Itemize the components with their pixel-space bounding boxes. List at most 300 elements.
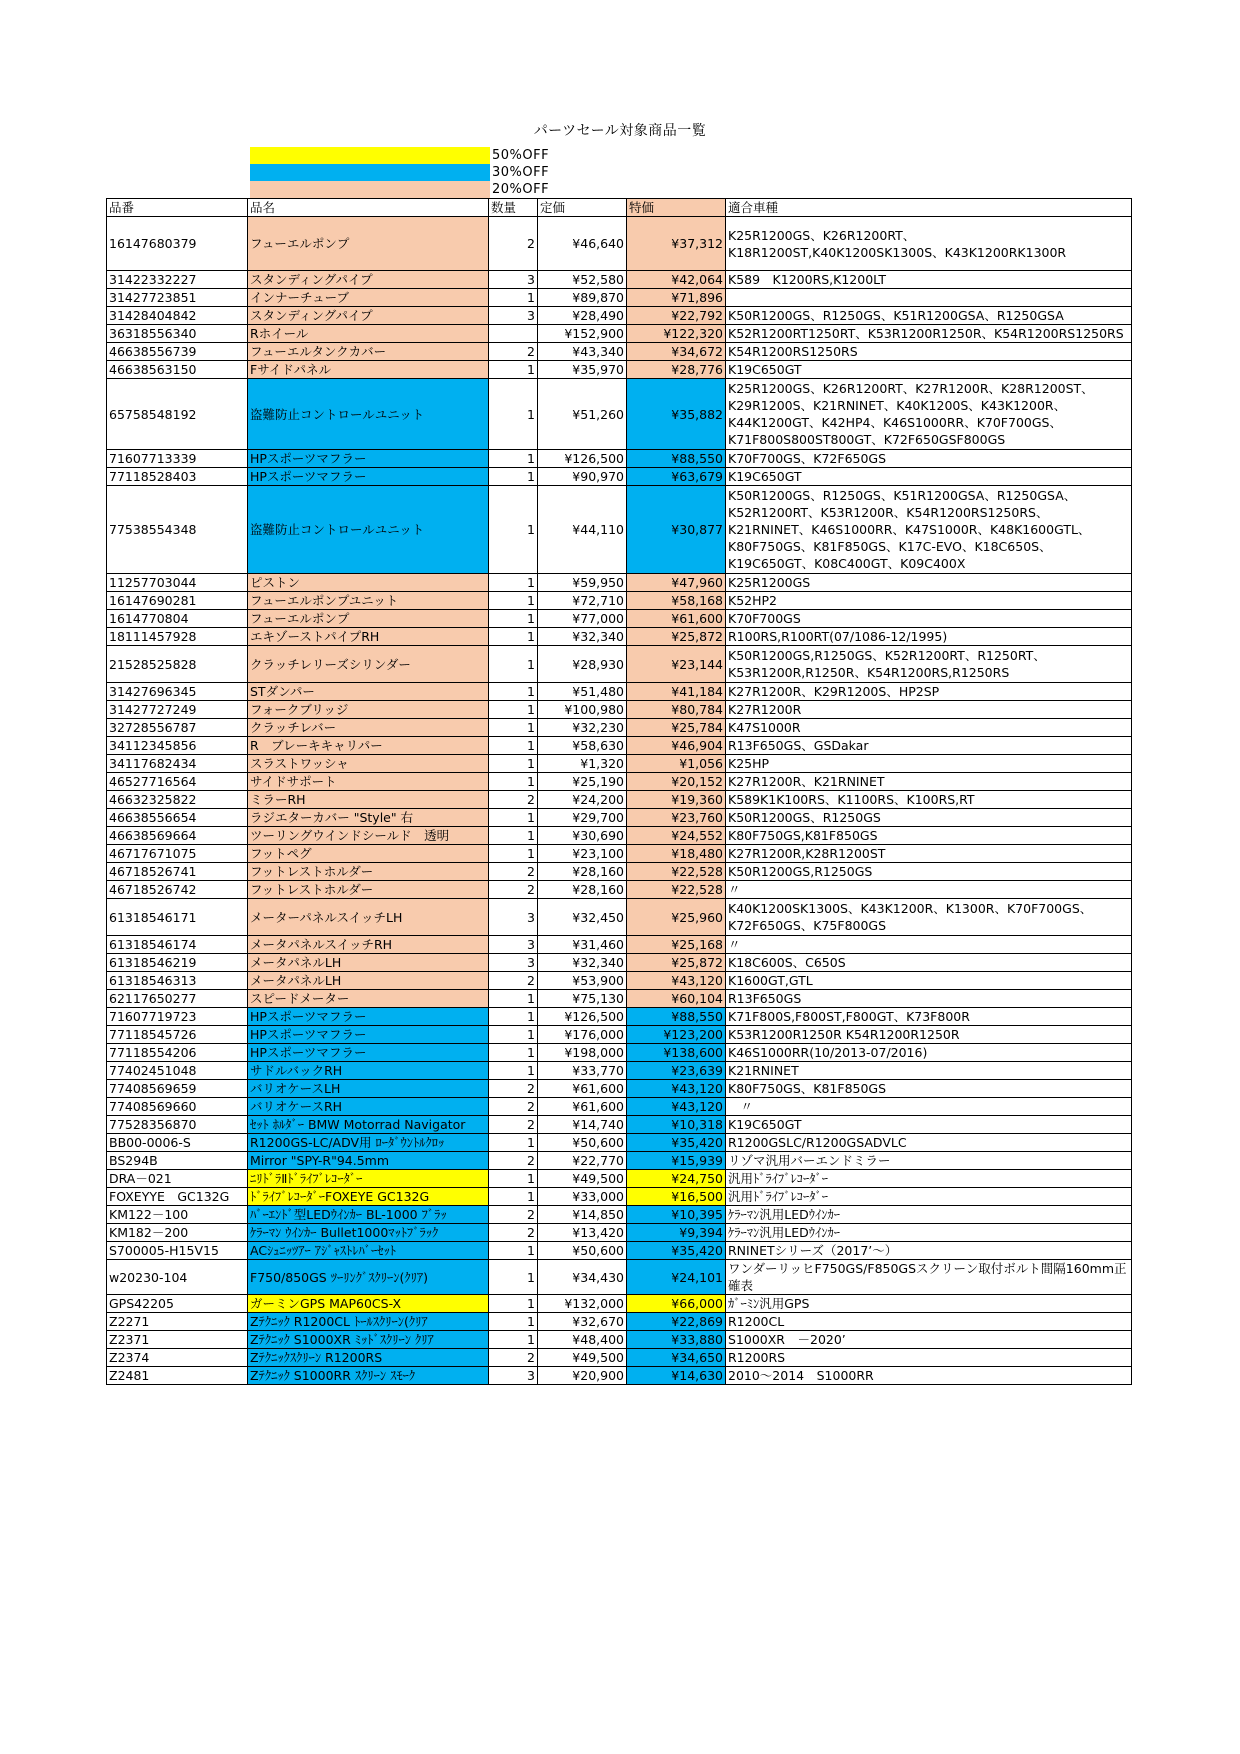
cell-sale: ¥30,877	[627, 486, 726, 574]
cell-sale: ¥35,420	[627, 1242, 726, 1260]
cell-fit: K25R1200GS、K26R1200RT、 K18R1200ST,K40K1200SK1300S、K43K1200RK1300R	[726, 217, 1132, 271]
cell-part-no: 36318556340	[107, 325, 248, 343]
cell-sale: ¥66,000	[627, 1295, 726, 1313]
cell-sale: ¥19,360	[627, 791, 726, 809]
cell-qty: 1	[489, 1188, 538, 1206]
cell-fit: K25R1200GS	[726, 574, 1132, 592]
cell-fit: K19C650GT	[726, 361, 1132, 379]
cell-part-no: 62117650277	[107, 990, 248, 1008]
cell-part-no: 61318546313	[107, 972, 248, 990]
cell-fit: R13F650GS、GSDakar	[726, 737, 1132, 755]
cell-name: クラッチレバー	[248, 719, 489, 737]
cell-qty: 1	[489, 1008, 538, 1026]
cell-fit: K71F800S,F800ST,F800GT、K73F800R	[726, 1008, 1132, 1026]
cell-qty: 2	[489, 972, 538, 990]
cell-part-no: BB00-0006-S	[107, 1134, 248, 1152]
cell-sale: ¥34,650	[627, 1349, 726, 1367]
table-row	[107, 990, 1132, 1008]
cell-fit: K52HP2	[726, 592, 1132, 610]
cell-price: ¥34,430	[538, 1260, 627, 1295]
cell-part-no: BS294B	[107, 1152, 248, 1170]
cell-price: ¥100,980	[538, 701, 627, 719]
cell-sale: ¥23,144	[627, 646, 726, 683]
cell-name: スタンディングパイプ	[248, 307, 489, 325]
cell-qty: 2	[489, 1098, 538, 1116]
cell-name: HPスポーツマフラー	[248, 468, 489, 486]
table-row	[107, 954, 1132, 972]
cell-sale: ¥41,184	[627, 683, 726, 701]
legend-swatch	[250, 164, 490, 181]
cell-part-no: 16147680379	[107, 217, 248, 271]
cell-part-no: 61318546171	[107, 899, 248, 936]
cell-fit	[726, 289, 1132, 307]
cell-price: ¥50,600	[538, 1242, 627, 1260]
cell-price: ¥14,850	[538, 1206, 627, 1224]
cell-sale: ¥43,120	[627, 1098, 726, 1116]
cell-name: 盗難防止コントロールユニット	[248, 486, 489, 574]
cell-name: HPスポーツマフラー	[248, 450, 489, 468]
table-row	[107, 1295, 1132, 1313]
parts-table	[106, 198, 1132, 1385]
cell-part-no: 11257703044	[107, 574, 248, 592]
cell-sale: ¥22,869	[627, 1313, 726, 1331]
cell-qty: 3	[489, 899, 538, 936]
cell-sale: ¥24,552	[627, 827, 726, 845]
table-row	[107, 809, 1132, 827]
table-row	[107, 1134, 1132, 1152]
cell-part-no: 77118528403	[107, 468, 248, 486]
cell-qty: 1	[489, 486, 538, 574]
cell-price: ¥28,490	[538, 307, 627, 325]
cell-name: Zﾃｸﾆｯｸ R1200CL ﾄｰﾙｽｸﾘｰﾝ(ｸﾘｱ	[248, 1313, 489, 1331]
cell-fit: K21RNINET	[726, 1062, 1132, 1080]
cell-price: ¥24,200	[538, 791, 627, 809]
cell-sale: ¥18,480	[627, 845, 726, 863]
cell-part-no: FOXEYYE GC132G	[107, 1188, 248, 1206]
legend-row	[250, 181, 549, 198]
cell-part-no: 77408569659	[107, 1080, 248, 1098]
table-row	[107, 1116, 1132, 1134]
cell-sale: ¥43,120	[627, 1080, 726, 1098]
cell-qty: 1	[489, 719, 538, 737]
cell-price: ¥51,480	[538, 683, 627, 701]
cell-price: ¥22,770	[538, 1152, 627, 1170]
cell-price: ¥53,900	[538, 972, 627, 990]
cell-qty: 2	[489, 343, 538, 361]
table-row	[107, 701, 1132, 719]
cell-name: Rホイール	[248, 325, 489, 343]
table-row	[107, 899, 1132, 936]
cell-name: ミラーRH	[248, 791, 489, 809]
cell-qty: 1	[489, 737, 538, 755]
table-row	[107, 773, 1132, 791]
cell-price: ¥49,500	[538, 1349, 627, 1367]
cell-fit: リゾマ汎用バーエンドミラー	[726, 1152, 1132, 1170]
cell-part-no: 61318546219	[107, 954, 248, 972]
cell-price: ¥43,340	[538, 343, 627, 361]
cell-part-no: 31427696345	[107, 683, 248, 701]
cell-part-no: w20230-104	[107, 1260, 248, 1295]
cell-fit: K70F700GS、K72F650GS	[726, 450, 1132, 468]
cell-price: ¥25,190	[538, 773, 627, 791]
cell-name: Zﾃｸﾆｯｸ S1000RR ｽｸﾘｰﾝ ｽﾓｰｸ	[248, 1367, 489, 1385]
cell-sale: ¥58,168	[627, 592, 726, 610]
table-row	[107, 1188, 1132, 1206]
cell-qty: 1	[489, 592, 538, 610]
cell-qty: 1	[489, 361, 538, 379]
cell-fit: RNINETシリーズ（2017’～）	[726, 1242, 1132, 1260]
cell-price: ¥132,000	[538, 1295, 627, 1313]
table-row	[107, 1367, 1132, 1385]
table-row	[107, 1224, 1132, 1242]
cell-sale: ¥22,528	[627, 863, 726, 881]
legend-swatch	[250, 181, 490, 198]
cell-fit: R13F650GS	[726, 990, 1132, 1008]
cell-sale: ¥46,904	[627, 737, 726, 755]
cell-fit: K50R1200GS,R1250GS	[726, 863, 1132, 881]
cell-name: ｾｯﾄ ﾎﾙﾀﾞｰ BMW Motorrad Navigator	[248, 1116, 489, 1134]
cell-sale: ¥10,318	[627, 1116, 726, 1134]
cell-price: ¥14,740	[538, 1116, 627, 1134]
cell-part-no: 77118545726	[107, 1026, 248, 1044]
cell-price: ¥52,580	[538, 271, 627, 289]
cell-name: フォークブリッジ	[248, 701, 489, 719]
cell-fit: K27R1200R、K21RNINET	[726, 773, 1132, 791]
table-row	[107, 719, 1132, 737]
legend-row	[250, 147, 549, 164]
table-row	[107, 1044, 1132, 1062]
cell-name: R1200GS-LC/ADV用 ﾛｰﾀﾞｳﾝﾄﾙｸﾛｯ	[248, 1134, 489, 1152]
cell-fit: R1200GSLC/R1200GSADVLC	[726, 1134, 1132, 1152]
cell-sale: ¥60,104	[627, 990, 726, 1008]
cell-name: エキゾーストパイプRH	[248, 628, 489, 646]
header-part-no: 品番	[107, 199, 248, 217]
cell-fit: 2010～2014 S1000RR	[726, 1367, 1132, 1385]
cell-fit: K47S1000R	[726, 719, 1132, 737]
cell-part-no: 32728556787	[107, 719, 248, 737]
cell-fit: K18C600S、C650S	[726, 954, 1132, 972]
cell-qty: 1	[489, 468, 538, 486]
cell-sale: ¥61,600	[627, 610, 726, 628]
cell-price: ¥31,460	[538, 936, 627, 954]
cell-name: HPスポーツマフラー	[248, 1026, 489, 1044]
cell-price: ¥75,130	[538, 990, 627, 1008]
cell-fit: ｶﾞｰﾐﾝ汎用GPS	[726, 1295, 1132, 1313]
table-row	[107, 1062, 1132, 1080]
cell-qty: 1	[489, 1313, 538, 1331]
cell-part-no: 77538554348	[107, 486, 248, 574]
cell-price: ¥28,160	[538, 863, 627, 881]
cell-fit: 〃	[726, 936, 1132, 954]
cell-part-no: 31428404842	[107, 307, 248, 325]
cell-price: ¥28,160	[538, 881, 627, 899]
cell-name: フューエルポンプ	[248, 610, 489, 628]
cell-fit: R100RS,R100RT(07/1086-12/1995)	[726, 628, 1132, 646]
table-row	[107, 343, 1132, 361]
cell-name: メータパネルLH	[248, 972, 489, 990]
table-row	[107, 574, 1132, 592]
cell-part-no: 1614770804	[107, 610, 248, 628]
cell-price: ¥46,640	[538, 217, 627, 271]
table-row	[107, 361, 1132, 379]
table-row	[107, 468, 1132, 486]
cell-name: サドルバックRH	[248, 1062, 489, 1080]
cell-sale: ¥23,639	[627, 1062, 726, 1080]
cell-qty: 2	[489, 881, 538, 899]
table-row	[107, 972, 1132, 990]
cell-fit: K589 K1200RS,K1200LT	[726, 271, 1132, 289]
cell-fit: K27R1200R,K28R1200ST	[726, 845, 1132, 863]
cell-part-no: 34112345856	[107, 737, 248, 755]
cell-fit: K1600GT,GTL	[726, 972, 1132, 990]
cell-part-no: 46638569664	[107, 827, 248, 845]
cell-price: ¥176,000	[538, 1026, 627, 1044]
cell-sale: ¥47,960	[627, 574, 726, 592]
cell-name: スタンディングパイプ	[248, 271, 489, 289]
cell-sale: ¥22,792	[627, 307, 726, 325]
cell-name: Zﾃｸﾆｯｸｽｸﾘｰﾝ R1200RS	[248, 1349, 489, 1367]
cell-part-no: 31422332227	[107, 271, 248, 289]
cell-qty: 1	[489, 773, 538, 791]
cell-qty: 2	[489, 1080, 538, 1098]
header-qty: 数量	[489, 199, 538, 217]
cell-qty: 3	[489, 954, 538, 972]
table-row	[107, 827, 1132, 845]
cell-part-no: 21528525828	[107, 646, 248, 683]
cell-qty: 3	[489, 307, 538, 325]
cell-part-no: 77402451048	[107, 1062, 248, 1080]
cell-price: ¥126,500	[538, 1008, 627, 1026]
cell-qty: 1	[489, 701, 538, 719]
table-row	[107, 307, 1132, 325]
cell-name: HPスポーツマフラー	[248, 1044, 489, 1062]
cell-fit: K80F750GS、K81F850GS	[726, 1080, 1132, 1098]
cell-price: ¥61,600	[538, 1080, 627, 1098]
table-row	[107, 1152, 1132, 1170]
cell-fit: K52R1200RT1250RT、K53R1200R1250R、K54R1200RS1250RS	[726, 325, 1132, 343]
table-row	[107, 1080, 1132, 1098]
table-row	[107, 1242, 1132, 1260]
cell-part-no: 16147690281	[107, 592, 248, 610]
cell-price: ¥126,500	[538, 450, 627, 468]
cell-name: スラストワッシャ	[248, 755, 489, 773]
cell-name: メータパネルスイッチRH	[248, 936, 489, 954]
cell-name: フットペグ	[248, 845, 489, 863]
cell-fit: 〃	[726, 1098, 1132, 1116]
cell-sale: ¥34,672	[627, 343, 726, 361]
cell-sale: ¥15,939	[627, 1152, 726, 1170]
cell-sale: ¥14,630	[627, 1367, 726, 1385]
cell-fit: R1200RS	[726, 1349, 1132, 1367]
cell-sale: ¥43,120	[627, 972, 726, 990]
page-title: パーツセール対象商品一覧	[533, 123, 707, 139]
cell-price: ¥28,930	[538, 646, 627, 683]
cell-part-no: GPS42205	[107, 1295, 248, 1313]
cell-price: ¥35,970	[538, 361, 627, 379]
table-row	[107, 881, 1132, 899]
table-row	[107, 737, 1132, 755]
cell-qty: 2	[489, 1224, 538, 1242]
cell-sale: ¥20,152	[627, 773, 726, 791]
cell-part-no: 46638556654	[107, 809, 248, 827]
cell-sale: ¥16,500	[627, 1188, 726, 1206]
legend-label: 50%OFF	[492, 148, 550, 163]
cell-sale: ¥25,784	[627, 719, 726, 737]
cell-part-no: Z2371	[107, 1331, 248, 1349]
cell-sale: ¥37,312	[627, 217, 726, 271]
cell-sale: ¥24,101	[627, 1260, 726, 1295]
cell-price: ¥48,400	[538, 1331, 627, 1349]
cell-part-no: 46718526742	[107, 881, 248, 899]
cell-part-no: 18111457928	[107, 628, 248, 646]
discount-legend	[250, 147, 549, 198]
cell-name: 盗難防止コントロールユニット	[248, 379, 489, 450]
cell-qty	[489, 325, 538, 343]
cell-fit: K50R1200GS、R1250GS	[726, 809, 1132, 827]
cell-sale: ¥28,776	[627, 361, 726, 379]
legend-label: 30%OFF	[492, 165, 550, 180]
cell-qty: 2	[489, 1206, 538, 1224]
cell-name: クラッチレリーズシリンダー	[248, 646, 489, 683]
table-row	[107, 486, 1132, 574]
cell-qty: 1	[489, 809, 538, 827]
table-row	[107, 628, 1132, 646]
cell-name: フットレストホルダー	[248, 881, 489, 899]
table-row	[107, 592, 1132, 610]
header-sale: 特価	[627, 199, 726, 217]
cell-sale: ¥33,880	[627, 1331, 726, 1349]
cell-fit: S1000XR －2020’	[726, 1331, 1132, 1349]
table-row	[107, 289, 1132, 307]
table-row	[107, 450, 1132, 468]
header-name: 品名	[248, 199, 489, 217]
cell-fit: ワンダーリッヒF750GS/F850GSスクリーン取付ボルト間隔160mm正確表	[726, 1260, 1132, 1295]
cell-fit: K70F700GS	[726, 610, 1132, 628]
table-row	[107, 863, 1132, 881]
cell-price: ¥49,500	[538, 1170, 627, 1188]
cell-sale: ¥42,064	[627, 271, 726, 289]
table-row	[107, 791, 1132, 809]
cell-name: ﾆﾘﾄﾞﾗⅡﾄﾞﾗｲﾌﾞﾚｺｰﾀﾞｰ	[248, 1170, 489, 1188]
cell-qty: 1	[489, 379, 538, 450]
cell-price: ¥59,950	[538, 574, 627, 592]
cell-part-no: 65758548192	[107, 379, 248, 450]
cell-name: STダンパー	[248, 683, 489, 701]
header-price: 定価	[538, 199, 627, 217]
cell-sale: ¥80,784	[627, 701, 726, 719]
cell-sale: ¥122,320	[627, 325, 726, 343]
cell-qty: 1	[489, 1331, 538, 1349]
cell-price: ¥89,870	[538, 289, 627, 307]
cell-name: バリオケースLH	[248, 1080, 489, 1098]
table-row	[107, 1098, 1132, 1116]
cell-sale: ¥9,394	[627, 1224, 726, 1242]
cell-sale: ¥88,550	[627, 450, 726, 468]
cell-qty: 1	[489, 574, 538, 592]
cell-price: ¥72,710	[538, 592, 627, 610]
cell-qty: 1	[489, 755, 538, 773]
cell-name: ACｼｭﾆｯﾂｱｰ ｱｼﾞｬｽﾄﾚﾊﾞｰｾｯﾄ	[248, 1242, 489, 1260]
cell-fit: K80F750GS,K81F850GS	[726, 827, 1132, 845]
cell-sale: ¥71,896	[627, 289, 726, 307]
cell-qty: 1	[489, 1044, 538, 1062]
cell-price: ¥61,600	[538, 1098, 627, 1116]
cell-name: Fサイドパネル	[248, 361, 489, 379]
cell-part-no: 77118554206	[107, 1044, 248, 1062]
cell-price: ¥90,970	[538, 468, 627, 486]
cell-qty: 1	[489, 1242, 538, 1260]
table-row	[107, 1026, 1132, 1044]
cell-part-no: S700005-H15V15	[107, 1242, 248, 1260]
cell-name: バリオケースRH	[248, 1098, 489, 1116]
cell-fit: K40K1200SK1300S、K43K1200R、K1300R、K70F700GS、 K72F650GS、K75F800GS	[726, 899, 1132, 936]
table-row	[107, 1331, 1132, 1349]
cell-sale: ¥123,200	[627, 1026, 726, 1044]
cell-name: ﾄﾞﾗｲﾌﾞﾚｺｰﾀﾞｰFOXEYE GC132G	[248, 1188, 489, 1206]
header-fit: 適合車種	[726, 199, 1132, 217]
cell-fit: 汎用ﾄﾞﾗｲﾌﾞﾚｺｰﾀﾞｰ	[726, 1188, 1132, 1206]
cell-qty: 2	[489, 1116, 538, 1134]
cell-price: ¥58,630	[538, 737, 627, 755]
cell-qty: 1	[489, 1170, 538, 1188]
cell-sale: ¥63,679	[627, 468, 726, 486]
cell-qty: 1	[489, 628, 538, 646]
cell-price: ¥32,230	[538, 719, 627, 737]
cell-name: ガーミンGPS MAP60CS-X	[248, 1295, 489, 1313]
legend-swatch	[250, 147, 490, 164]
cell-price: ¥32,670	[538, 1313, 627, 1331]
cell-part-no: DRA－021	[107, 1170, 248, 1188]
cell-fit: K50R1200GS、R1250GS、K51R1200GSA、R1250GSA	[726, 307, 1132, 325]
cell-qty: 1	[489, 450, 538, 468]
cell-name: ｹﾗｰﾏﾝ ｳｲﾝｶｰ Bullet1000ﾏｯﾄﾌﾞﾗｯｸ	[248, 1224, 489, 1242]
cell-fit: K54R1200RS1250RS	[726, 343, 1132, 361]
table-row	[107, 936, 1132, 954]
cell-name: フットレストホルダー	[248, 863, 489, 881]
cell-price: ¥32,340	[538, 954, 627, 972]
cell-price: ¥77,000	[538, 610, 627, 628]
cell-qty: 1	[489, 610, 538, 628]
cell-price: ¥50,600	[538, 1134, 627, 1152]
cell-price: ¥198,000	[538, 1044, 627, 1062]
cell-name: メータパネルLH	[248, 954, 489, 972]
cell-fit: K27R1200R、K29R1200S、HP2SP	[726, 683, 1132, 701]
cell-qty: 1	[489, 1260, 538, 1295]
cell-qty: 1	[489, 1026, 538, 1044]
cell-qty: 3	[489, 1367, 538, 1385]
cell-name: メーターパネルスイッチLH	[248, 899, 489, 936]
cell-price: ¥32,340	[538, 628, 627, 646]
table-row	[107, 325, 1132, 343]
cell-sale: ¥10,395	[627, 1206, 726, 1224]
table-row	[107, 1170, 1132, 1188]
cell-qty: 2	[489, 1349, 538, 1367]
cell-part-no: 46638556739	[107, 343, 248, 361]
cell-name: ピストン	[248, 574, 489, 592]
legend-row	[250, 164, 549, 181]
cell-name: フューエルポンプ	[248, 217, 489, 271]
cell-sale: ¥25,872	[627, 954, 726, 972]
cell-price: ¥33,770	[538, 1062, 627, 1080]
cell-qty: 1	[489, 683, 538, 701]
cell-fit: K53R1200R1250R K54R1200R1250R	[726, 1026, 1132, 1044]
table-row	[107, 610, 1132, 628]
cell-fit: K50R1200GS,R1250GS、K52R1200RT、R1250RT、 K53R1200R,R1250R、K54R1200RS,R1250RS	[726, 646, 1132, 683]
cell-name: Mirror "SPY-R"94.5mm	[248, 1152, 489, 1170]
cell-name: スピードメーター	[248, 990, 489, 1008]
cell-price: ¥29,700	[538, 809, 627, 827]
cell-name: Zﾃｸﾆｯｸ S1000XR ﾐｯﾄﾞｽｸﾘｰﾝ ｸﾘｱ	[248, 1331, 489, 1349]
